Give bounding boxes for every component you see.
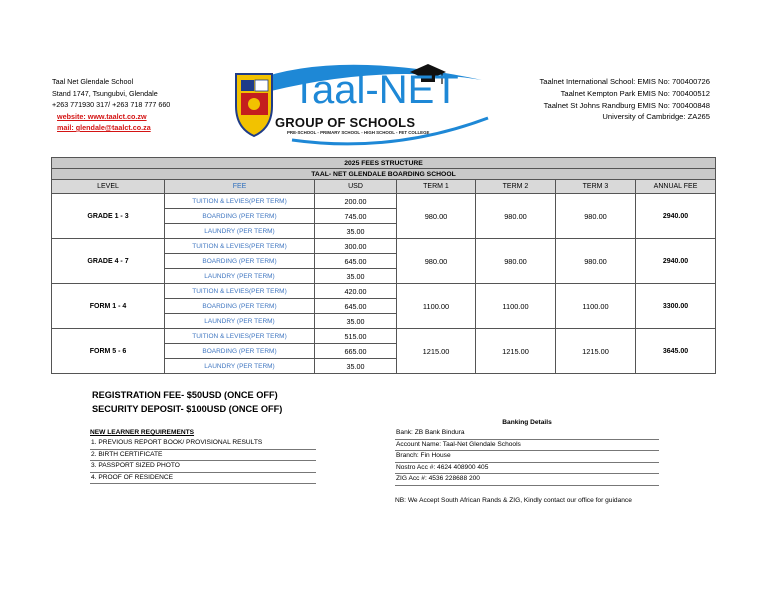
usd-cell: 665.00 <box>315 344 397 359</box>
fee-item-cell: LAUNDRY (PER TERM) <box>165 224 315 239</box>
requirement-item: 1. PREVIOUS REPORT BOOK/ PROVISIONAL RESULTS <box>90 438 316 450</box>
usd-cell: 35.00 <box>315 269 397 284</box>
annual-fee-cell: 3645.00 <box>636 329 716 374</box>
term2-cell: 1215.00 <box>476 329 556 374</box>
header-term3: TERM 3 <box>556 180 636 194</box>
header-level: LEVEL <box>52 180 165 194</box>
school-website-link[interactable]: website: www.taalct.co.zw <box>57 111 147 121</box>
requirements-block <box>90 428 316 484</box>
logo-tagline: PRE-SCHOOL - PRIMARY SCHOOL - HIGH SCHOOL - FET COLLEGE <box>287 130 430 135</box>
logo-subtitle: GROUP OF SCHOOLS <box>275 115 416 130</box>
table-row <box>52 329 716 344</box>
usd-cell: 35.00 <box>315 314 397 329</box>
usd-cell: 200.00 <box>315 194 397 209</box>
banking-item: Account Name: Taal-Net Glendale Schools <box>395 440 659 452</box>
school-name: Taal Net Glendale School <box>52 77 134 86</box>
banking-item: Nostro Acc #: 4624 408900 405 <box>395 463 659 475</box>
security-deposit: SECURITY DEPOSIT- $100USD (ONCE OFF) <box>92 403 283 414</box>
usd-cell: 300.00 <box>315 239 397 254</box>
header-usd: USD <box>315 180 397 194</box>
emis-line: Taalnet Kempton Park EMIS No: 700400512 <box>560 88 710 98</box>
fee-item-cell: TUITION & LEVIES(PER TERM) <box>165 284 315 299</box>
school-phone: +263 771930 317/ +263 718 777 660 <box>52 100 171 109</box>
header-fee: FEE <box>165 180 315 194</box>
usd-cell: 35.00 <box>315 359 397 374</box>
requirement-item: 2. BIRTH CERTIFICATE <box>90 450 316 462</box>
usd-cell: 645.00 <box>315 254 397 269</box>
header-term1: TERM 1 <box>397 180 476 194</box>
level-cell: FORM 5 - 6 <box>52 329 165 374</box>
term2-cell: 1100.00 <box>476 284 556 329</box>
fee-item-cell: LAUNDRY (PER TERM) <box>165 359 315 374</box>
term1-cell: 1100.00 <box>397 284 476 329</box>
fee-item-cell: LAUNDRY (PER TERM) <box>165 314 315 329</box>
term3-cell: 1215.00 <box>556 329 636 374</box>
fee-item-cell: BOARDING (PER TERM) <box>165 299 315 314</box>
emis-line: Taalnet International School: EMIS No: 700400726 <box>539 77 710 86</box>
banking-item: ZIG Acc #: 4536 228688 200 <box>395 474 659 486</box>
fee-item-cell: BOARDING (PER TERM) <box>165 209 315 224</box>
fee-item-cell: TUITION & LEVIES(PER TERM) <box>165 329 315 344</box>
emis-line: University of Cambridge: ZA265 <box>602 112 710 122</box>
school-contact-block <box>52 76 170 134</box>
header-annual: ANNUAL FEE <box>636 180 716 194</box>
table-row <box>52 239 716 254</box>
logo-title: Taal-NET <box>292 68 459 112</box>
usd-cell: 35.00 <box>315 224 397 239</box>
usd-cell: 515.00 <box>315 329 397 344</box>
level-cell: FORM 1 - 4 <box>52 284 165 329</box>
table-title: 2025 FEES STRUCTURE <box>52 158 716 169</box>
table-row <box>52 284 716 299</box>
term2-cell: 980.00 <box>476 239 556 284</box>
banking-block <box>395 418 659 486</box>
term3-cell: 980.00 <box>556 239 636 284</box>
term3-cell: 1100.00 <box>556 284 636 329</box>
usd-cell: 645.00 <box>315 299 397 314</box>
fee-item-cell: TUITION & LEVIES(PER TERM) <box>165 194 315 209</box>
table-subtitle: TAAL- NET GLENDALE BOARDING SCHOOL <box>52 169 716 180</box>
requirements-title: NEW LEARNER REQUIREMENTS <box>90 429 195 436</box>
emis-block <box>539 76 710 123</box>
usd-cell: 420.00 <box>315 284 397 299</box>
fee-item-cell: TUITION & LEVIES(PER TERM) <box>165 239 315 254</box>
annual-fee-cell: 3300.00 <box>636 284 716 329</box>
registration-block <box>92 389 282 416</box>
school-address: Stand 1747, Tsungubvi, Glendale <box>52 88 158 98</box>
fee-item-cell: BOARDING (PER TERM) <box>165 254 315 269</box>
school-mail-link[interactable]: mail: glendale@taalct.co.za <box>57 123 151 132</box>
table-header-row <box>52 180 716 194</box>
payment-note: NB: We Accept South African Rands & ZIG, Kindly contact our office for guidance <box>395 497 632 504</box>
level-cell: GRADE 4 - 7 <box>52 239 165 284</box>
banking-title: Banking Details <box>502 419 552 426</box>
requirement-item: 3. PASSPORT SIZED PHOTO <box>90 461 316 473</box>
fee-item-cell: LAUNDRY (PER TERM) <box>165 269 315 284</box>
level-cell: GRADE 1 - 3 <box>52 194 165 239</box>
term1-cell: 980.00 <box>397 239 476 284</box>
annual-fee-cell: 2940.00 <box>636 194 716 239</box>
emis-line: Taalnet St Johns Randburg EMIS No: 700400848 <box>543 100 710 110</box>
header-term2: TERM 2 <box>476 180 556 194</box>
requirement-item: 4. PROOF OF RESIDENCE <box>90 473 316 485</box>
shield-icon <box>236 74 272 136</box>
term1-cell: 1215.00 <box>397 329 476 374</box>
registration-fee: REGISTRATION FEE- $50USD (ONCE OFF) <box>92 390 278 400</box>
table-row <box>52 194 716 209</box>
term3-cell: 980.00 <box>556 194 636 239</box>
annual-fee-cell: 2940.00 <box>636 239 716 284</box>
banking-item: Branch: Fin House <box>395 451 659 463</box>
fee-item-cell: BOARDING (PER TERM) <box>165 344 315 359</box>
term1-cell: 980.00 <box>397 194 476 239</box>
term2-cell: 980.00 <box>476 194 556 239</box>
banking-item: Bank: ZB Bank Bindura <box>395 428 659 440</box>
usd-cell: 745.00 <box>315 209 397 224</box>
fees-table <box>51 157 716 374</box>
